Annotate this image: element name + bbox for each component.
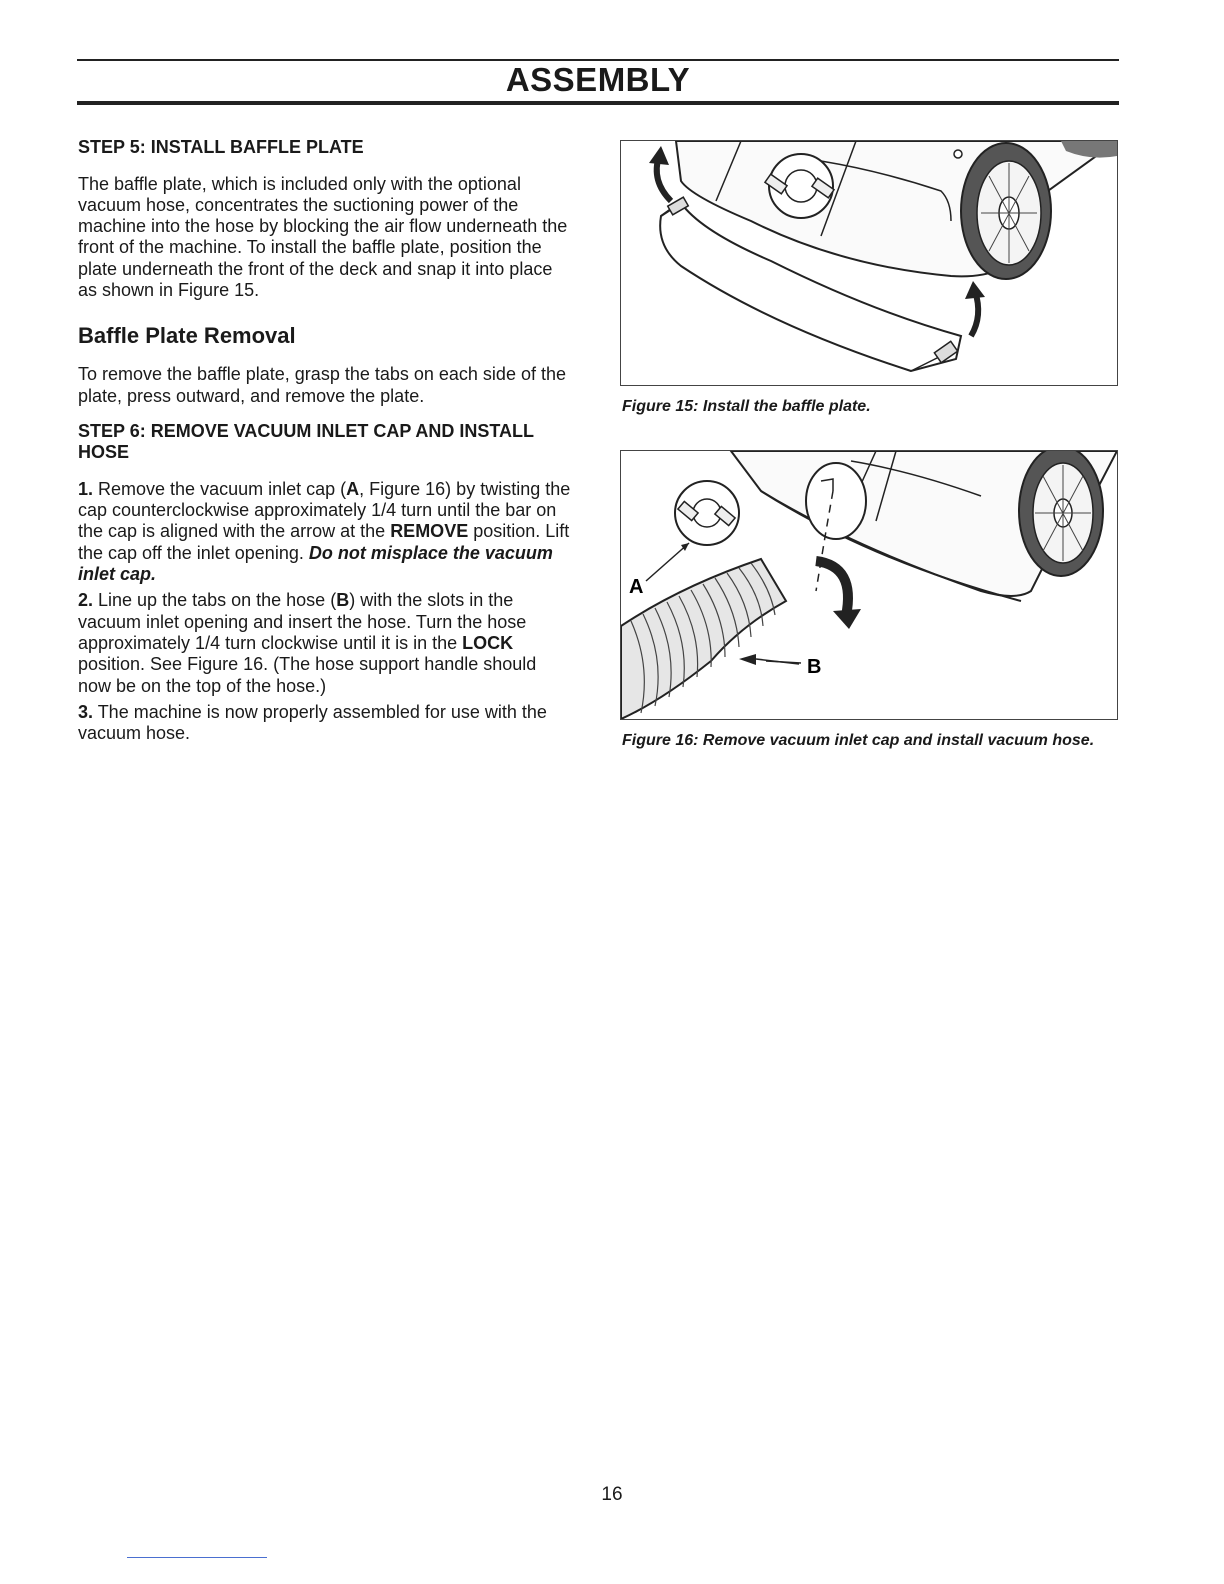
item-bold: LOCK [462,632,514,653]
item-text: ) with the slots in the vacuum inlet opening and insert the hose. Turn the hose approximately 1/4 turn clockwise until it is in the [78,590,527,653]
step6-heading: STEP 6: REMOVE VACUUM INLET CAP AND INSTALL HOSE [78,420,534,463]
figure-15-illustration [621,141,1117,385]
item-text: , Figure 16) by twisting the cap counterclockwise approximately 1/4 turn until the bar on the cap is aligned with the arrow at the [78,478,571,542]
item-text: position. See Figure 16. (The hose support handle should now be on the top of the hose.) [78,654,537,696]
item-text: Line up the tabs on the hose ( [93,590,337,611]
page-number: 16 [601,1484,623,1505]
page-title: ASSEMBLY [505,61,691,98]
step5-heading: STEP 5: INSTALL BAFFLE PLATE [78,137,364,157]
item-bold: A [346,478,360,499]
step6-item-3 [78,702,573,745]
step6-item-2 [78,590,573,696]
item-bold: REMOVE [390,521,469,542]
title-rule-bottom [77,101,1119,105]
item-bold: B [336,590,350,611]
figure-16 [620,450,1118,720]
figure-15 [620,140,1118,386]
figure-16-caption: Figure 16: Remove vacuum inlet cap and install vacuum hose. [622,732,1095,749]
item-text: Remove the vacuum inlet cap ( [93,478,347,499]
removal-heading: Baffle Plate Removal [78,323,296,349]
item-text: position. Lift the cap off the inlet opening. [78,521,570,563]
figure-16-illustration [621,451,1117,719]
step5-body: The baffle plate, which is included only with the optional vacuum hose, concentrates the suctioning power of the machine into the hose by blocking the air flow underneath the front of the machine. To install the baffle plate, position the plate underneath the front of the deck and snap it into place as shown in Figure 15. [78,173,568,300]
item-number: 2. [78,590,94,611]
item-text: The machine is now properly assembled for use with the vacuum hose. [78,701,547,744]
item-number: 1. [78,478,94,499]
item-number: 3. [78,701,94,722]
label-a: A [629,576,644,598]
step6-item-1 [78,479,573,585]
footer-line [127,1557,267,1558]
removal-body: To remove the baffle plate, grasp the tabs on each side of the plate, press outward, and remove the plate. [78,364,566,406]
instructions-column [78,137,573,744]
item-warning: Do not misplace the vacuum inlet cap. [78,542,553,585]
label-b: B [807,656,822,678]
figure-15-caption: Figure 15: Install the baffle plate. [622,398,871,415]
